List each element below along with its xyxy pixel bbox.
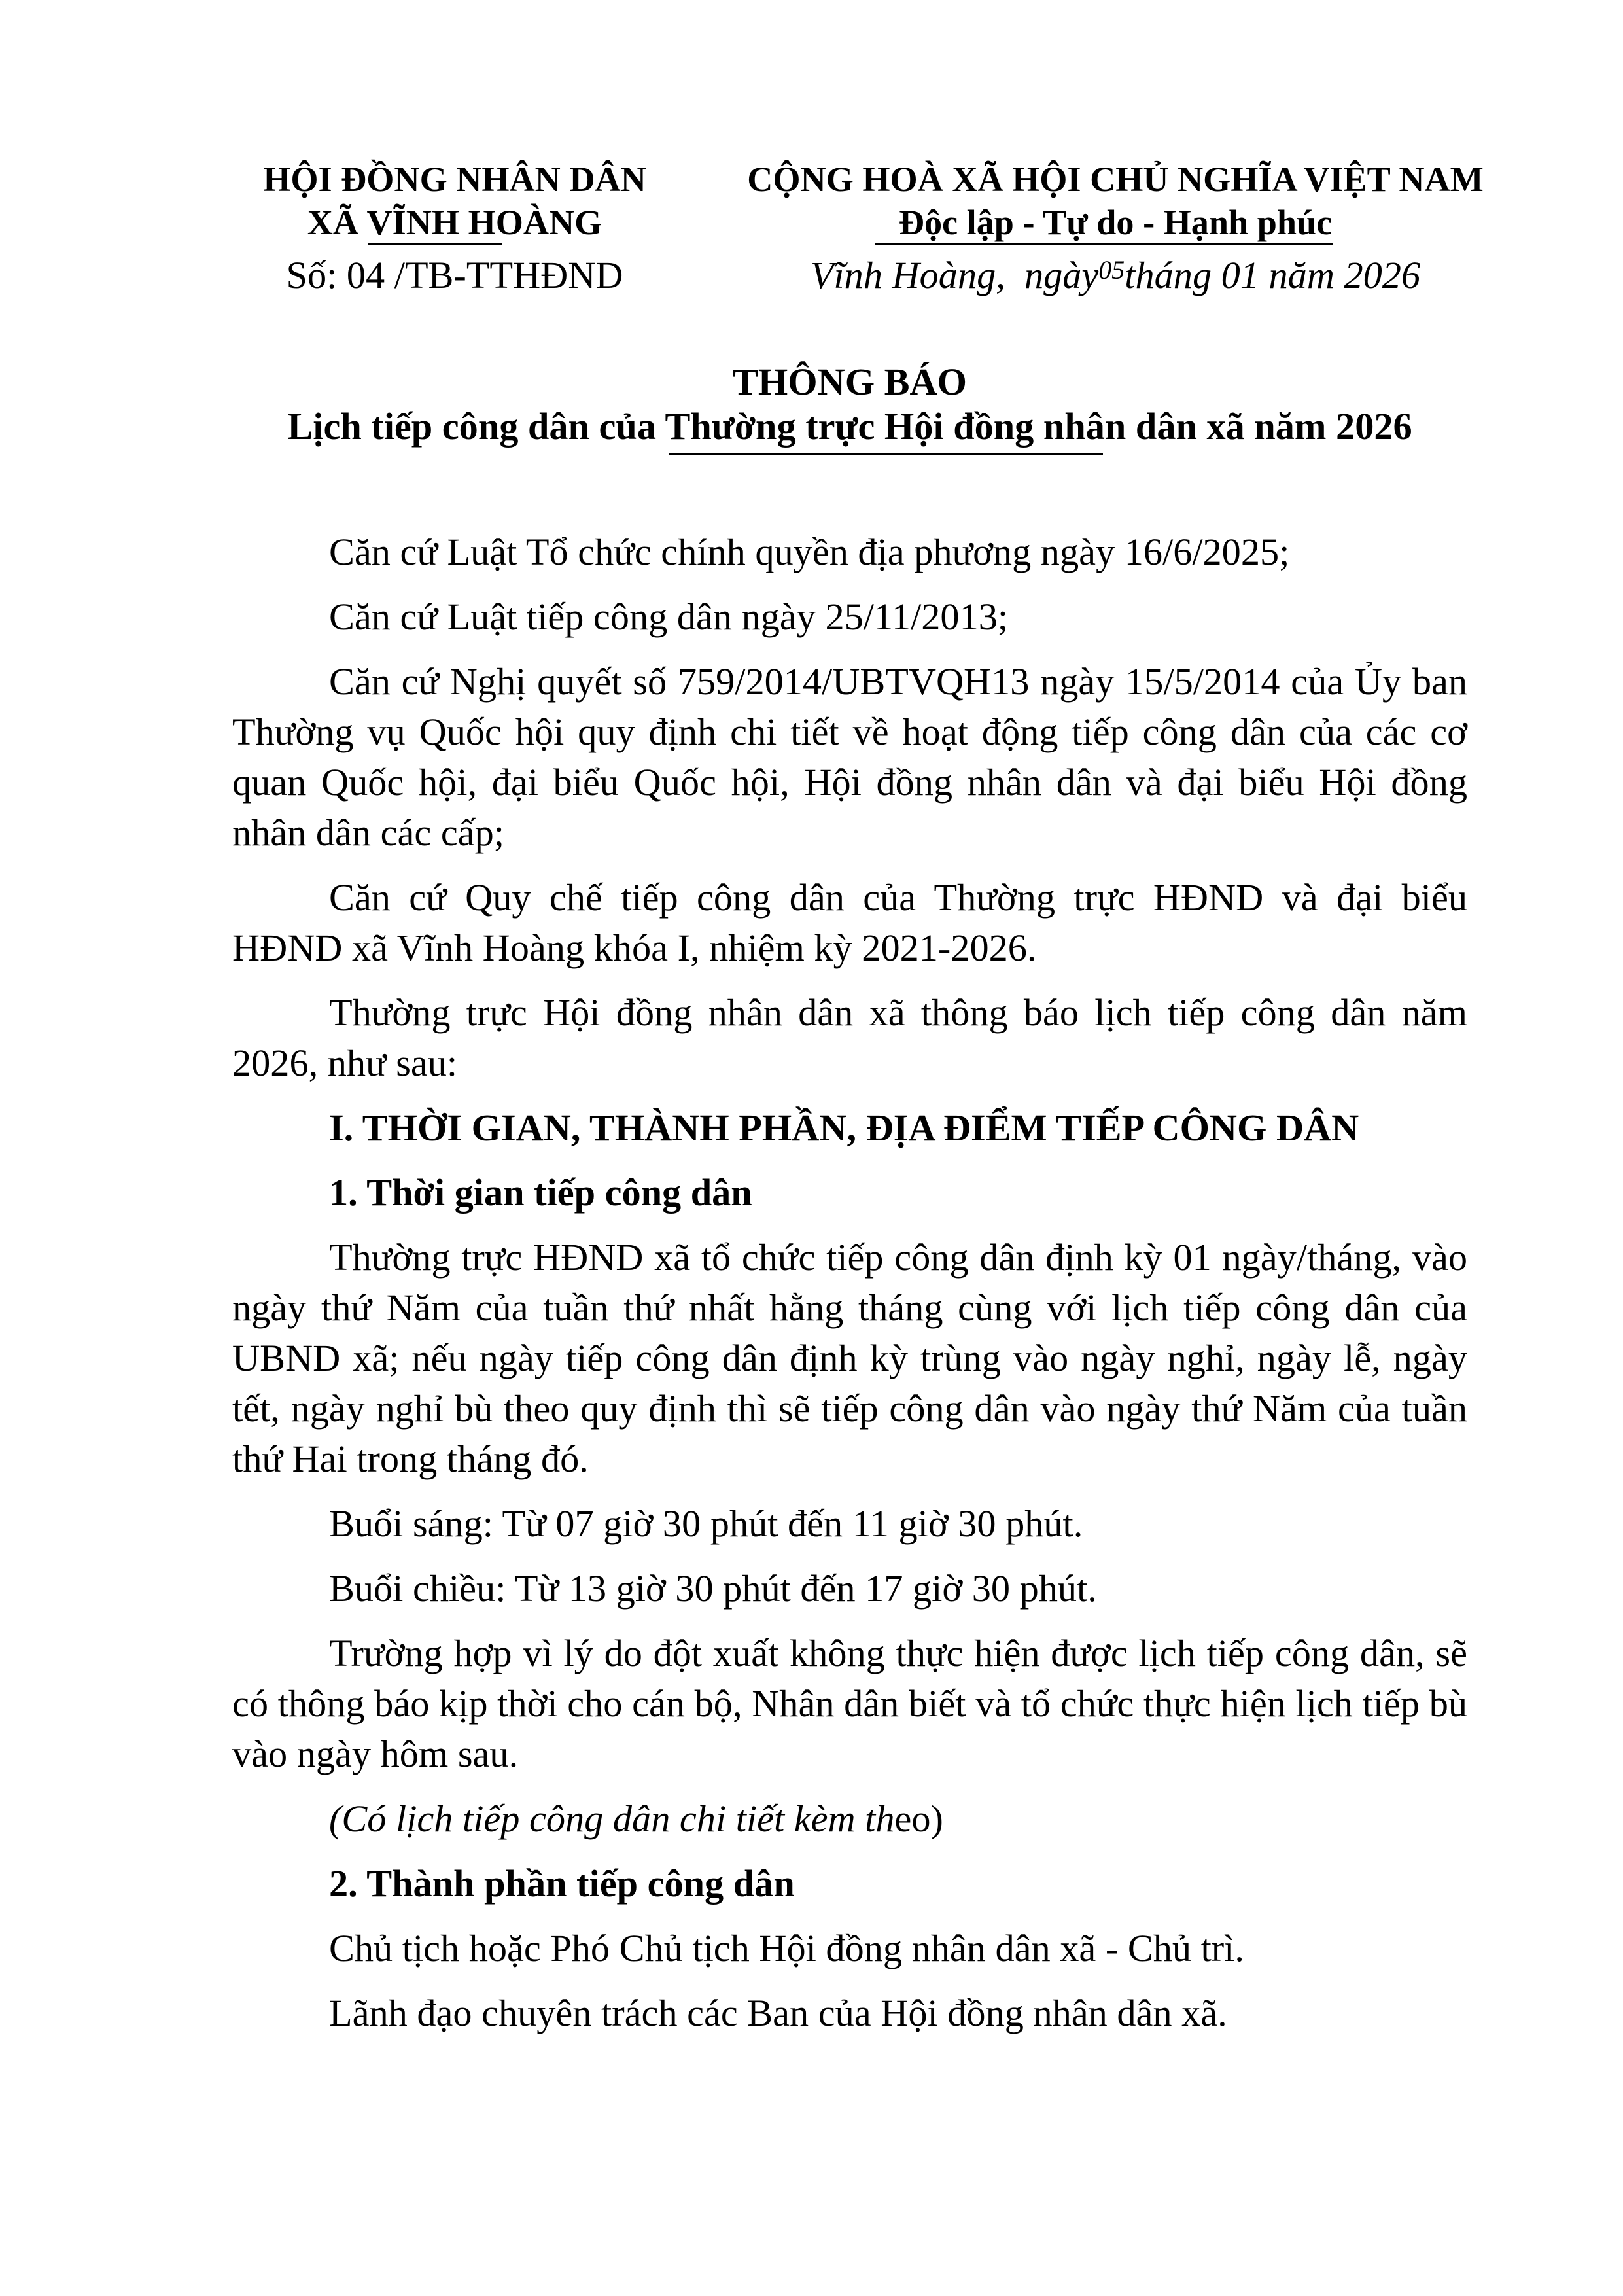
legal-basis-2 <box>232 592 1467 642</box>
document-title <box>232 360 1467 449</box>
paragraph-line: có thông báo kịp thời cho cán bộ, Nhân dân biết và tổ chức thực hiện lịch tiếp bù <box>232 1682 1467 1725</box>
paragraph-line: UBND xã; nếu ngày tiếp công dân định kỳ trùng vào ngày nghỉ, ngày lễ, ngày <box>232 1337 1467 1379</box>
legal-basis-4 <box>232 872 1467 973</box>
announcement-intro <box>232 987 1467 1088</box>
subsection-heading-2 <box>232 1858 1467 1909</box>
title-underline <box>669 453 1103 455</box>
attachment-note <box>232 1793 1467 1844</box>
morning-hours <box>232 1498 1467 1549</box>
paragraph-line: tết, ngày nghỉ bù theo quy định thì sẽ tiếp công dân vào ngày thứ Năm của tuần <box>232 1387 1467 1430</box>
afternoon-hours <box>232 1563 1467 1614</box>
authority-name: HỘI ĐỒNG NHÂN DÂN <box>263 160 646 199</box>
paragraph-line: ngày thứ Năm của tuần thứ nhất hằng tháng cùng với lịch tiếp công dân của <box>232 1286 1467 1329</box>
paragraph-line: Thường trực HĐND xã tổ chức tiếp công dân định kỳ 01 ngày/tháng, vào <box>329 1236 1467 1279</box>
paragraph-line: thứ Hai trong tháng đó. <box>232 1438 589 1480</box>
title-subtitle: Lịch tiếp công dân của Thường trực Hội đồng nhân dân xã năm 2026 <box>287 405 1412 448</box>
paragraph-line: 2026, như sau: <box>232 1042 458 1084</box>
section-heading-1 <box>232 1103 1467 1153</box>
national-header <box>693 158 1537 244</box>
paragraph-line: Chủ tịch hoặc Phó Chủ tịch Hội đồng nhân dân xã - Chủ trì. <box>329 1927 1244 1969</box>
date-prefix: Vĩnh Hoàng, ngày <box>810 254 1099 296</box>
section-heading-text: I. THỜI GIAN, THÀNH PHẦN, ĐỊA ĐIỂM TIẾP CÔNG DÂN <box>329 1106 1359 1149</box>
paragraph-line: Căn cứ Luật tiếp công dân ngày 25/11/2013; <box>329 595 1009 638</box>
attachment-note-italic: (Có lịch tiếp công dân chi tiết kèm th <box>329 1797 895 1840</box>
date-suffix: tháng 01 năm 2026 <box>1125 254 1421 296</box>
authority-commune: XÃ VĨNH HOÀNG <box>307 203 602 242</box>
paragraph-line: Căn cứ Nghị quyết số 759/2014/UBTVQH13 ngày 15/5/2014 của Ủy ban <box>329 660 1467 703</box>
legal-basis-1 <box>232 527 1467 577</box>
schedule-description <box>232 1232 1467 1484</box>
country-name: CỘNG HOÀ XÃ HỘI CHỦ NGHĨA VIỆT NAM <box>747 160 1484 199</box>
attachment-note-end: eo) <box>894 1797 943 1840</box>
subsection-heading-1 <box>232 1167 1467 1218</box>
national-motto: Độc lập - Tự do - Hạnh phúc <box>898 203 1333 242</box>
document-body <box>232 527 1467 2053</box>
paragraph-line: Căn cứ Luật Tổ chức chính quyền địa phương ngày 16/6/2025; <box>329 531 1290 573</box>
issuing-authority <box>216 158 693 244</box>
paragraph-line: Lãnh đạo chuyên trách các Ban của Hội đồng nhân dân xã. <box>329 1992 1227 2034</box>
motto-underline <box>875 243 1333 245</box>
subsection-heading-text: 2. Thành phần tiếp công dân <box>329 1862 795 1905</box>
paragraph-line: nhân dân các cấp; <box>232 811 504 854</box>
paragraph-line: Thường vụ Quốc hội quy định chi tiết về hoạt động tiếp công dân của các cơ <box>232 711 1467 753</box>
paragraph-line: HĐND xã Vĩnh Hoàng khóa I, nhiệm kỳ 2021-2026. <box>232 927 1037 969</box>
exception-note <box>232 1628 1467 1779</box>
document-number: Số: 04 /TB-TTHĐND <box>286 254 623 296</box>
subsection-heading-text: 1. Thời gian tiếp công dân <box>329 1171 752 1214</box>
paragraph-line: Buổi sáng: Từ 07 giờ 30 phút đến 11 giờ 30 phút. <box>329 1502 1083 1545</box>
paragraph-line: Trường hợp vì lý do đột xuất không thực hiện được lịch tiếp công dân, sẽ <box>329 1632 1467 1674</box>
legal-basis-3 <box>232 656 1467 858</box>
authority-underline <box>368 243 502 245</box>
participant-chair <box>232 1923 1467 1973</box>
paragraph-line: quan Quốc hội, đại biểu Quốc hội, Hội đồng nhân dân và đại biểu Hội đồng <box>232 761 1467 804</box>
paragraph-line: Thường trực Hội đồng nhân dân xã thông báo lịch tiếp công dân năm <box>329 991 1467 1034</box>
paragraph-line: Căn cứ Quy chế tiếp công dân của Thường trực HĐND và đại biểu <box>329 876 1467 919</box>
participant-leaders <box>232 1988 1467 2038</box>
paragraph-line <box>232 1793 1467 1844</box>
paragraph-line: vào ngày hôm sau. <box>232 1733 519 1775</box>
paragraph-line: Buổi chiều: Từ 13 giờ 30 phút đến 17 giờ 30 phút. <box>329 1567 1097 1610</box>
title-main: THÔNG BÁO <box>733 361 967 403</box>
date-day: 05 <box>1098 255 1125 285</box>
issue-date <box>693 250 1537 304</box>
